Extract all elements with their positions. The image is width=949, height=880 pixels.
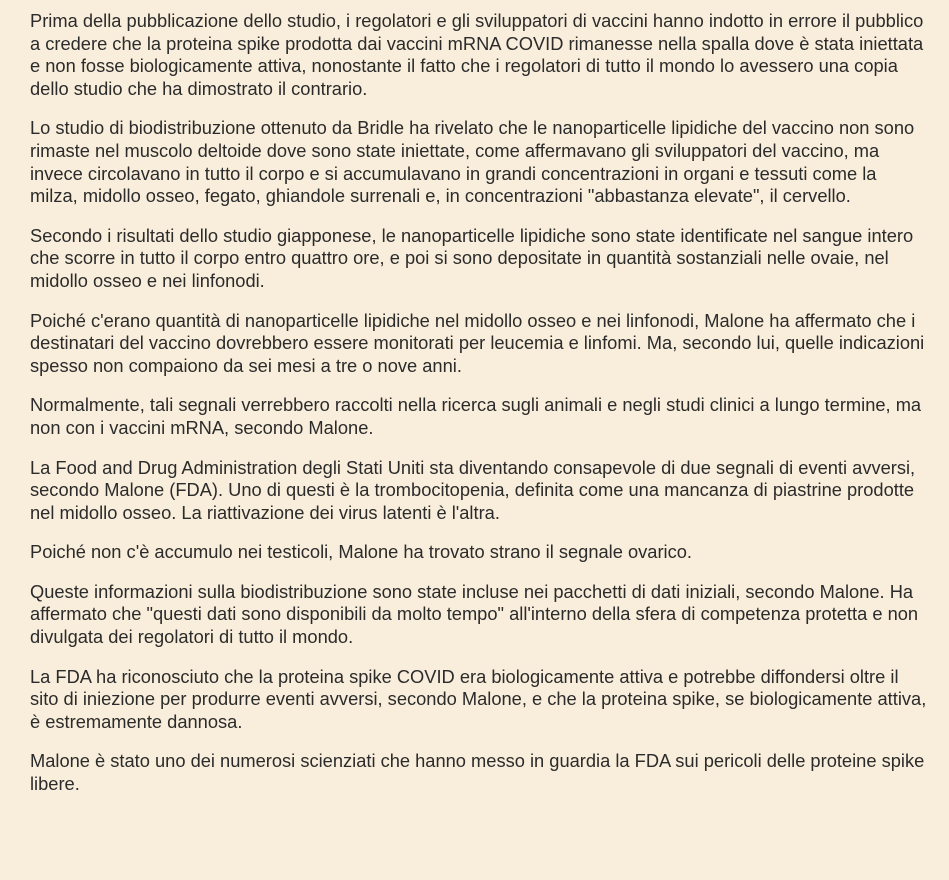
article-paragraph: Secondo i risultati dello studio giapponese, le nanoparticelle lipidiche sono state identificate nel sangue intero che scorre in tutto il corpo entro quattro ore, e poi si sono depositate in quantità sostanziali nelle ovaie, nel midollo osseo e nei linfonodi. <box>30 224 914 291</box>
article-paragraph: Malone è stato uno dei numerosi scienziati che hanno messo in guardia la FDA sui pericoli delle proteine spike libere. <box>30 750 925 795</box>
article-paragraph: Poiché non c'è accumulo nei testicoli, Malone ha trovato strano il segnale ovarico. <box>30 541 692 563</box>
article-paragraph: Lo studio di biodistribuzione ottenuto da Bridle ha rivelato che le nanoparticelle lipidiche del vaccino non sono rimaste nel muscolo deltoide dove sono state iniettate, come affermavano gli sviluppatori del vaccino, ma invece circolavano in tutto il corpo e si accumulavano in grandi concentrazioni in organi e tessuti come la milza, midollo osseo, fegato, ghiandole surrenali e, in concentrazioni "abbastanza elevate", il cervello. <box>30 117 915 207</box>
article-paragraph: Prima della pubblicazione dello studio, i regolatori e gli sviluppatori di vaccini hanno indotto in errore il pubblico a credere che la proteina spike prodotta dai vaccini mRNA COVID rimanesse nella spalla dove è stata iniettata e non fosse biologicamente attiva, nonostante il fatto che i regolatori di tutto il mondo lo avessero una copia dello studio che ha dimostrato il contrario. <box>30 10 924 99</box>
article-paragraph: Poiché c'erano quantità di nanoparticelle lipidiche nel midollo osseo e nei linfonodi, Malone ha affermato che i destinatari del vaccino dovrebbero essere monitorati per leucemia e linfomi. Ma, secondo lui, quelle indicazioni spesso non compaiono da sei mesi a tre o nove anni. <box>30 309 925 376</box>
article-paragraph: Queste informazioni sulla biodistribuzione sono state incluse nei pacchetti di dati iniziali, secondo Malone. Ha affermato che "questi dati sono disponibili da molto tempo" all'interno della sfera di competenza protetta e non divulgata dei regolatori di tutto il mondo. <box>30 580 919 648</box>
article-paragraph: La FDA ha riconosciuto che la proteina spike COVID era biologicamente attiva e potrebbe diffondersi oltre il sito di iniezione per produrre eventi avversi, secondo Malone, e che la proteina spike, se biologicamente attiva, è estremamente dannosa. <box>30 665 927 732</box>
article-paragraph: Normalmente, tali segnali verrebbero raccolti nella ricerca sugli animali e negli studi clinici a lungo termine, ma non con i vaccini mRNA, secondo Malone. <box>30 394 922 438</box>
article-paragraph: La Food and Drug Administration degli Stati Uniti sta diventando consapevole di due segnali di eventi avversi, secondo Malone (FDA). Uno di questi è la trombocitopenia, definita come una mancanza di piastrine prodotte nel midollo osseo. La riattivazione dei virus latenti è l'altra. <box>30 456 916 523</box>
